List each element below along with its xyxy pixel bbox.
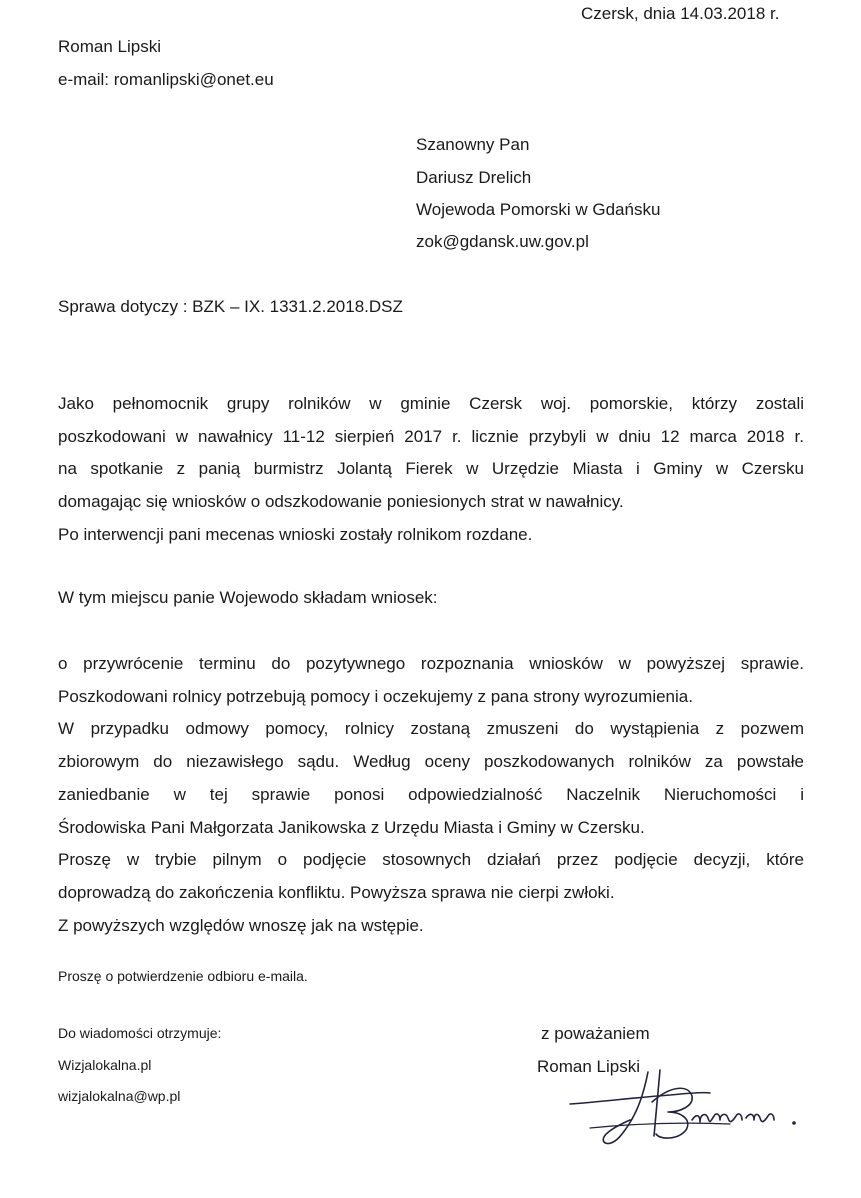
body-paragraph-2: W tym miejscu panie Wojewodo składam wniosek:	[58, 588, 438, 607]
body-line: poszkodowani w nawałnicy 11-12 sierpień 2017 r. licznie przybyli w dniu 12 marca 2018 r.	[58, 426, 804, 446]
cc-label: Do wiadomości otrzymuje:	[58, 1025, 222, 1041]
sender-name: Roman Lipski	[58, 37, 161, 56]
recipient-salutation: Szanowny Pan	[416, 135, 530, 154]
handwritten-signature	[560, 1062, 820, 1152]
body-line: Jako pełnomocnik grupy rolników w gminie Czersk woj. pomorskie, którzy zostali	[58, 394, 804, 413]
recipient-email: zok@gdansk.uw.gov.pl	[416, 232, 589, 251]
body-line: Z powyższych względów wnoszę jak na wstępie.	[58, 915, 424, 935]
recipient-title: Wojewoda Pomorski w Gdańsku	[416, 200, 661, 219]
body-line: na spotkanie z panią burmistrz Jolantą Fierek w Urzędzie Miasta i Gminy w Czersku	[58, 459, 804, 479]
body-line: Środowiska Pani Małgorzata Janikowska z Urzędu Miasta i Gminy w Czersku.	[58, 817, 645, 837]
closing-phrase: z poważaniem	[541, 1024, 650, 1043]
body-line: W przypadku odmowy pomocy, rolnicy zostaną zmuszeni do wystąpienia z pozwem	[58, 719, 804, 739]
body-line: domagając się wniosków o odszkodowanie poniesionych strat w nawałnicy.	[58, 492, 624, 512]
body-line: zaniedbanie w tej sprawie ponosi odpowiedzialność Naczelnik Nieruchomości i	[58, 784, 804, 804]
cc-item: Wizjalokalna.pl	[58, 1057, 152, 1073]
body-line: doprowadzą do zakończenia konfliktu. Powyższa sprawa nie cierpi zwłoki.	[58, 882, 615, 902]
subject-line: Sprawa dotyczy : BZK – IX. 1331.2.2018.DSZ	[58, 297, 403, 316]
body-paragraph-1	[58, 388, 804, 552]
confirm-request: Proszę o potwierdzenie odbioru e-maila.	[58, 968, 308, 984]
cc-item: wizjalokalna@wp.pl	[58, 1088, 181, 1104]
body-line: o przywrócenie terminu do pozytywnego rozpoznania wniosków w powyższej sprawie.	[58, 654, 804, 673]
signer-name: Roman Lipski	[537, 1057, 640, 1076]
sender-email: e-mail: romanlipski@onet.eu	[58, 70, 274, 89]
body-line: Poszkodowani rolnicy potrzebują pomocy i oczekujemy z pana strony wyrozumienia.	[58, 686, 693, 706]
recipient-name: Dariusz Drelich	[416, 168, 532, 187]
body-paragraph-3	[58, 648, 804, 942]
place-date: Czersk, dnia 14.03.2018 r.	[581, 4, 780, 23]
body-line: Proszę w trybie pilnym o podjęcie stosownych działań przez podjęcie decyzji, które	[58, 850, 804, 870]
body-line: zbiorowym do niezawisłego sądu. Według oceny poszkodowanych rolników za powstałe	[58, 752, 804, 772]
body-line: Po interwencji pani mecenas wnioski zostały rolnikom rozdane.	[58, 524, 533, 544]
